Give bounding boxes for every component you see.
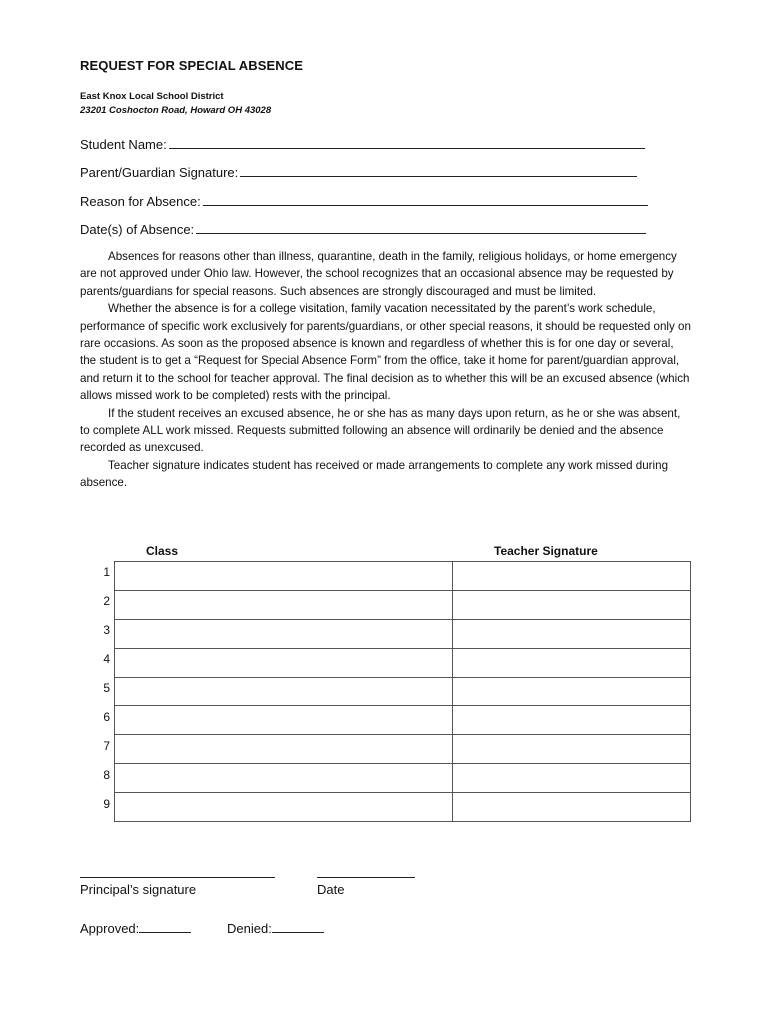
approved-line[interactable] <box>139 920 191 933</box>
date-label: Date <box>317 882 345 897</box>
student-name-field[interactable] <box>80 135 645 152</box>
row-number: 1 <box>103 565 110 579</box>
row-number: 3 <box>103 623 110 637</box>
teacher-signature-cell[interactable] <box>453 706 691 735</box>
policy-paragraph: Teacher signature indicates student has received or made arrangements to complete any work missed during absence. <box>80 458 669 490</box>
denied-label: Denied: <box>227 921 272 936</box>
parent-signature-line[interactable] <box>240 163 637 177</box>
district-header <box>80 90 271 118</box>
reason-label: Reason for Absence: <box>80 194 201 209</box>
parent-signature-label: Parent/Guardian Signature: <box>80 165 239 180</box>
date-line[interactable] <box>317 877 415 878</box>
teacher-signature-cell[interactable] <box>453 648 691 677</box>
class-column-header: Class <box>146 544 179 558</box>
row-number: 8 <box>103 768 110 782</box>
teacher-signature-cell[interactable] <box>453 793 691 822</box>
teacher-signature-cell[interactable] <box>453 764 691 793</box>
table-row <box>115 619 691 648</box>
table-row <box>115 590 691 619</box>
district-name: East Knox Local School District <box>80 91 224 102</box>
reason-field[interactable] <box>80 192 648 209</box>
table-row <box>115 706 691 735</box>
row-number: 4 <box>103 652 110 666</box>
dates-label: Date(s) of Absence: <box>80 222 195 237</box>
teacher-signature-cell[interactable] <box>453 677 691 706</box>
class-cell[interactable] <box>115 677 453 706</box>
class-cell[interactable] <box>115 619 453 648</box>
approved-field[interactable] <box>80 920 191 936</box>
policy-text <box>80 248 692 492</box>
class-cell[interactable] <box>115 764 453 793</box>
table-row <box>115 648 691 677</box>
class-cell[interactable] <box>115 648 453 677</box>
student-name-label: Student Name: <box>80 137 167 152</box>
reason-line[interactable] <box>203 192 648 206</box>
class-cell[interactable] <box>115 735 453 764</box>
teacher-signature-cell[interactable] <box>453 562 691 591</box>
district-address: 23201 Coshocton Road, Howard OH 43028 <box>80 105 272 116</box>
principal-signature-line[interactable] <box>80 877 275 878</box>
row-number: 7 <box>103 739 110 753</box>
policy-paragraph: If the student receives an excused absence, he or she has as many days upon return, as he or she was absent, to complete ALL work missed. Requests submitted following an absence will ordinarily be denied and the absence recorded as unexcused. <box>80 406 681 455</box>
teacher-signature-cell[interactable] <box>453 590 691 619</box>
student-name-line[interactable] <box>169 135 645 149</box>
policy-paragraph: Absences for reasons other than illness, quarantine, death in the family, religious holidays, or home emergency are not approved under Ohio law. However, the school recognizes that an occasional absence may be requested by parents/guardians for special reasons. Such absences are strongly discouraged and must be limited. <box>80 250 677 298</box>
dates-field[interactable] <box>80 220 646 237</box>
row-number: 2 <box>103 594 110 608</box>
row-number: 5 <box>103 681 110 695</box>
teacher-signature-column-header: Teacher Signature <box>494 544 598 558</box>
class-cell[interactable] <box>115 793 453 822</box>
dates-line[interactable] <box>196 220 646 234</box>
row-number: 9 <box>103 797 110 811</box>
table-row <box>115 562 691 591</box>
teacher-signature-cell[interactable] <box>453 735 691 764</box>
principal-signature-label: Principal’s signature <box>80 882 197 897</box>
form-title: REQUEST FOR SPECIAL ABSENCE <box>80 58 304 73</box>
class-cell[interactable] <box>115 590 453 619</box>
approved-label: Approved: <box>80 921 140 936</box>
table-row <box>115 677 691 706</box>
class-signature-table <box>114 561 691 822</box>
policy-paragraph: Whether the absence is for a college visitation, family vacation necessitated by the parent’s work schedule, performance of specific work exclusively for parents/guardians, or other special reasons, it should be requested only on rare occasions. As soon as the proposed absence is known and regardless of whether this is for one day or several, the student is to get a “Request for Special Absence Form” from the office, take it home for parent/guardian approval, and return it to the school for teacher approval. The final decision as to whether this will be an excused absence (which allows missed work to be completed) rests with the principal. <box>80 302 691 403</box>
class-cell[interactable] <box>115 562 453 591</box>
parent-signature-field[interactable] <box>80 163 637 180</box>
table-row <box>115 793 691 822</box>
denied-field[interactable] <box>227 920 324 936</box>
table-row <box>115 735 691 764</box>
teacher-signature-cell[interactable] <box>453 619 691 648</box>
denied-line[interactable] <box>272 920 324 933</box>
row-number: 6 <box>103 710 110 724</box>
class-cell[interactable] <box>115 706 453 735</box>
table-row <box>115 764 691 793</box>
